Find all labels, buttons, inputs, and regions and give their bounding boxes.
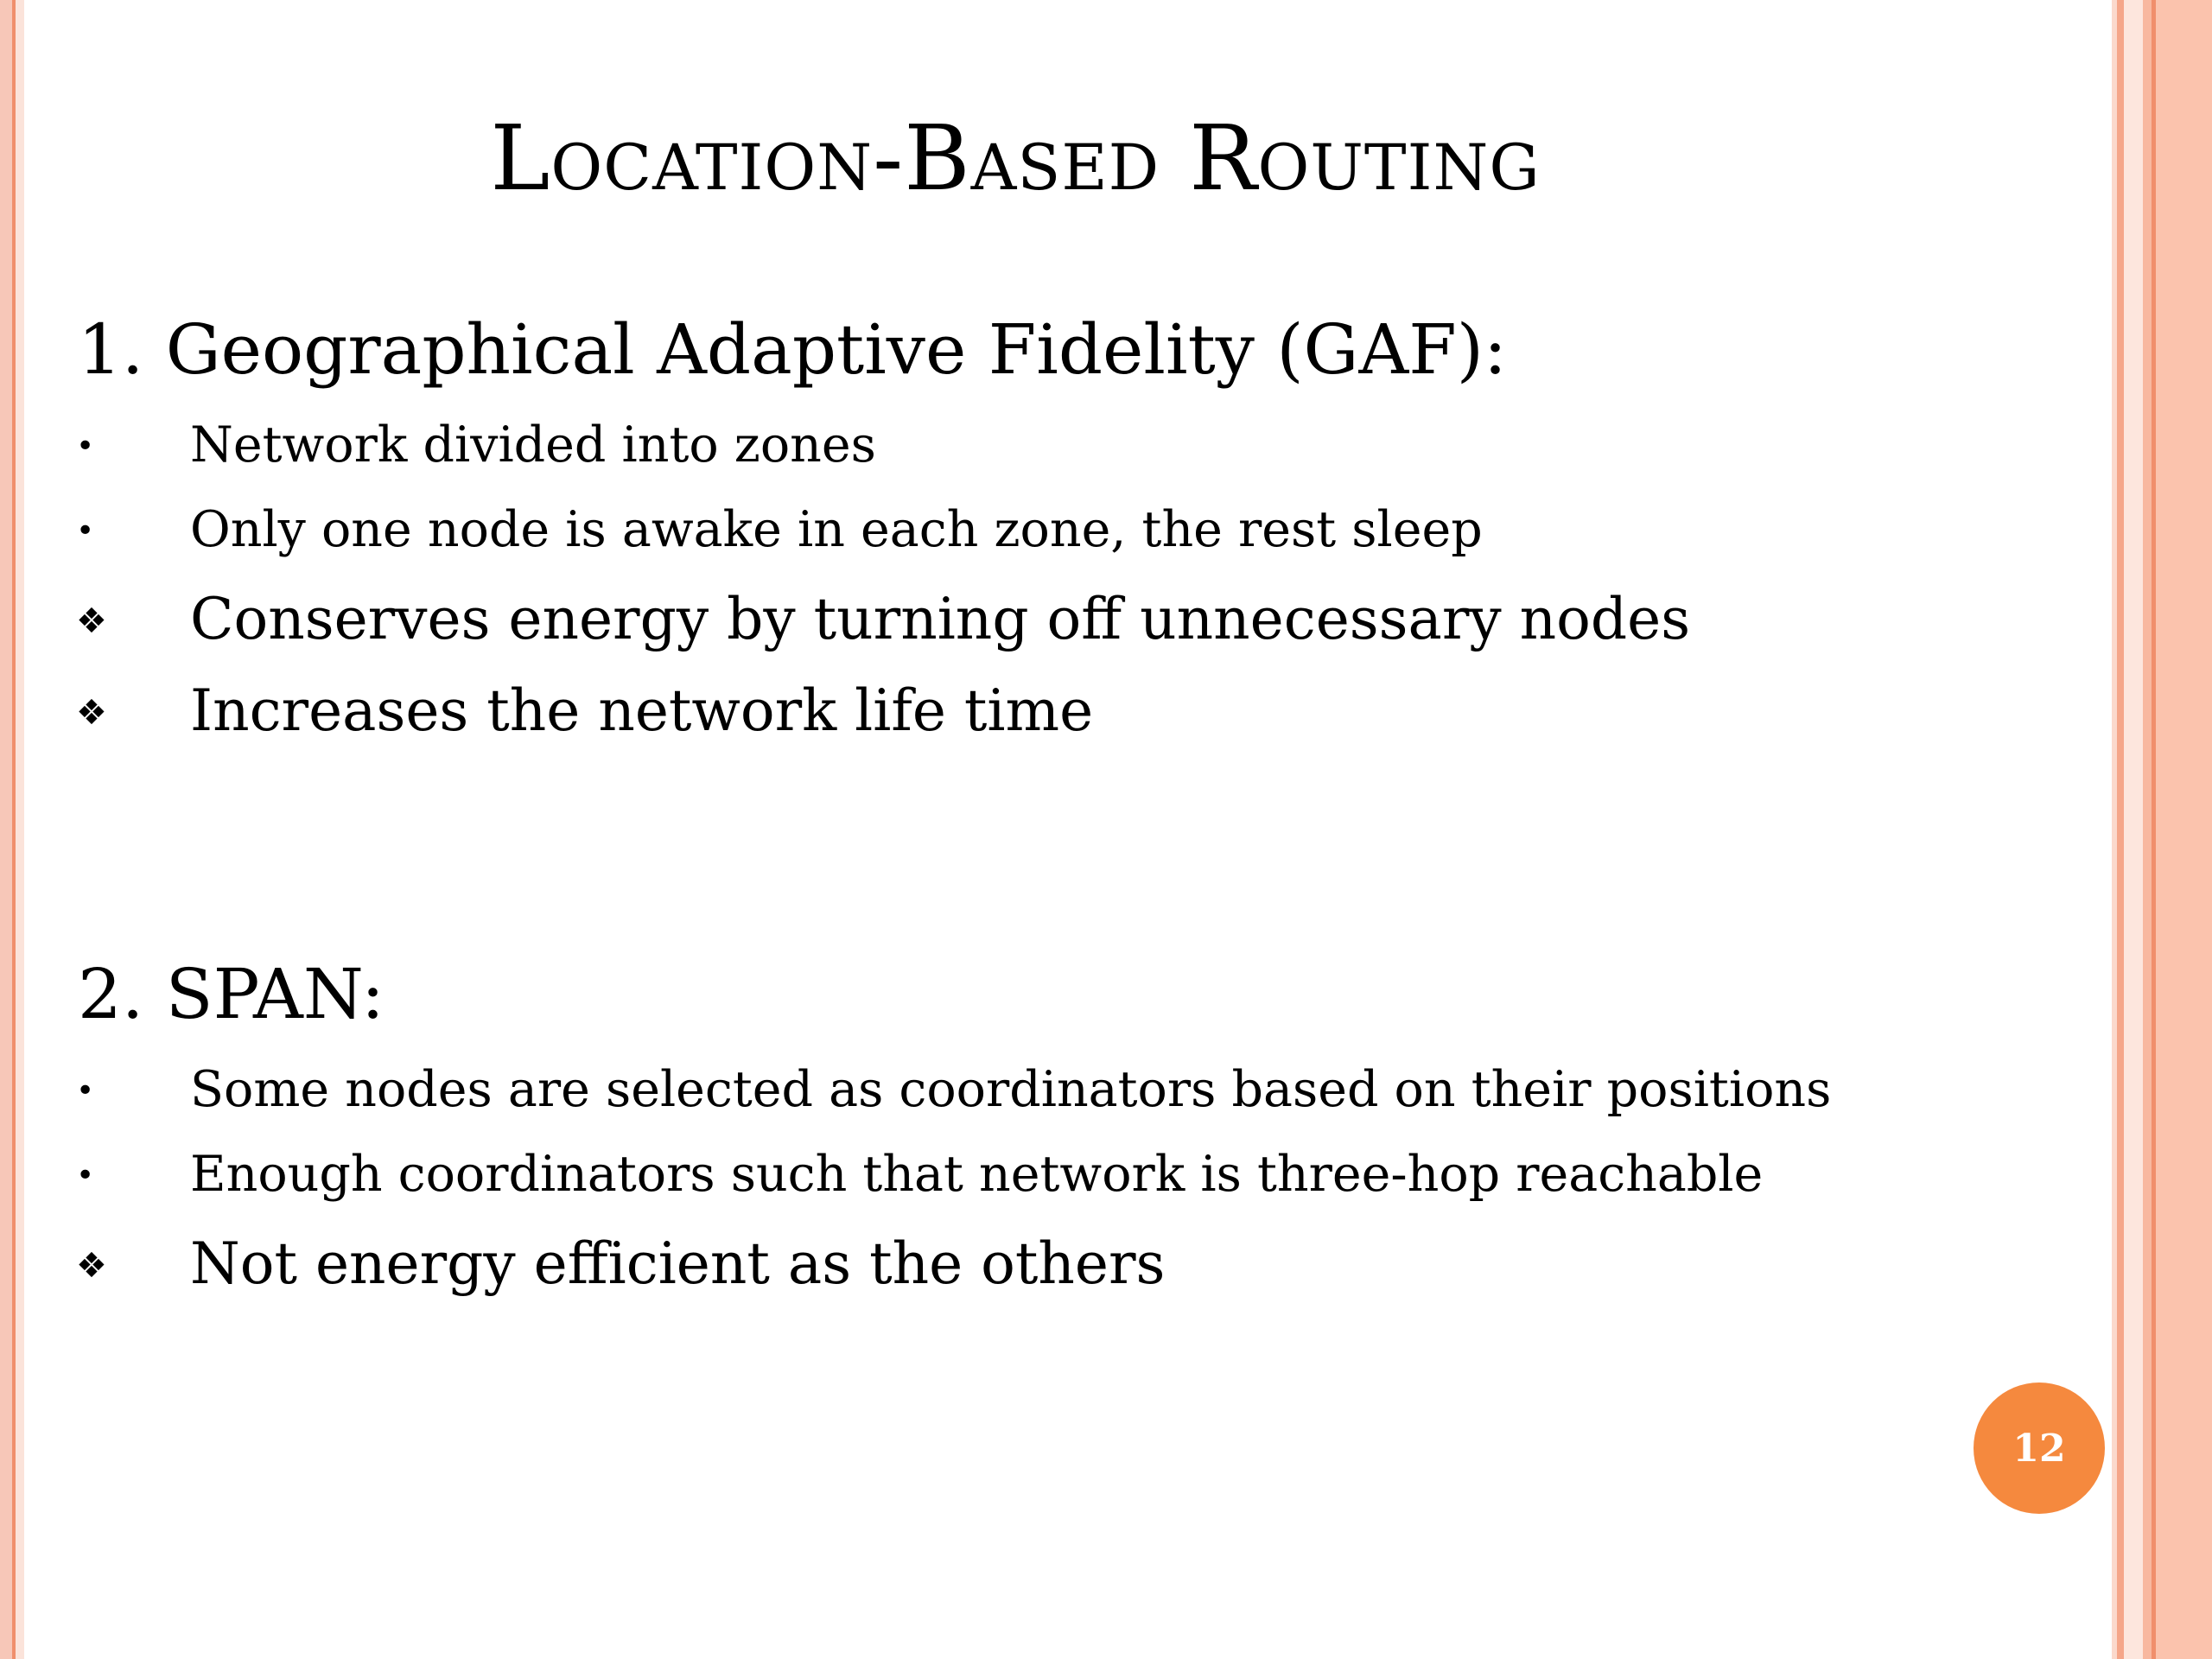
dot-bullet-icon: •	[76, 513, 95, 549]
page-number-badge: 12	[1974, 1382, 2105, 1514]
dot-bullet-icon: •	[76, 1158, 95, 1193]
list-item-text: Network divided into zones	[190, 416, 876, 474]
dot-bullet-icon: •	[76, 429, 95, 464]
diamond-bullet-icon: ❖	[76, 693, 107, 733]
list-item-text: Increases the network life time	[190, 677, 1094, 744]
section-heading-span: 2. SPAN:	[78, 954, 385, 1034]
diamond-bullet-icon: ❖	[76, 1246, 107, 1286]
list-item-text: Some nodes are selected as coordinators based on their positions	[190, 1061, 1832, 1118]
section-heading-gaf: 1. Geographical Adaptive Fidelity (GAF):	[78, 309, 1507, 390]
right-border-gap	[2124, 0, 2143, 1659]
list-item-text: Not energy efficient as the others	[190, 1230, 1166, 1297]
dot-bullet-icon: •	[76, 1073, 95, 1109]
list-item-text: Conserves energy by turning off unnecessary nodes	[190, 586, 1691, 652]
list-item-text: Only one node is awake in each zone, the rest sleep	[190, 501, 1483, 558]
list-item-text: Enough coordinators such that network is three-hop reachable	[190, 1146, 1764, 1203]
slide-title: Location-Based Routing	[490, 105, 1541, 211]
diamond-bullet-icon: ❖	[76, 601, 107, 641]
left-border-inner	[16, 0, 24, 1659]
right-border-line	[2117, 0, 2124, 1659]
right-border-stripe	[2143, 0, 2152, 1659]
left-border-stripe	[0, 0, 12, 1659]
right-border-band	[2156, 0, 2212, 1659]
